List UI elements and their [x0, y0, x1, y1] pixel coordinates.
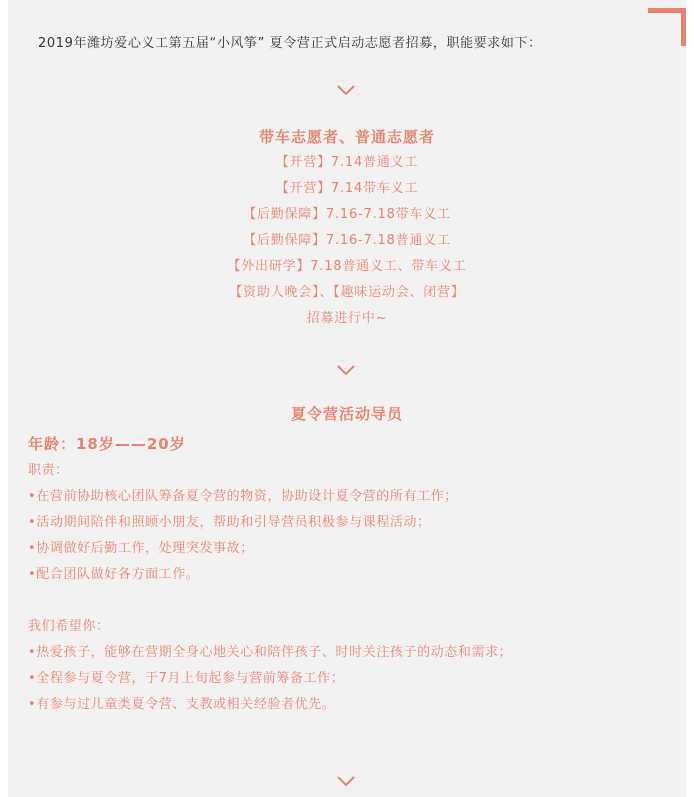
section-volunteers — [8, 124, 686, 332]
chevron-down-icon — [337, 364, 355, 376]
duty-item: •协调做好后勤工作，处理突发事故； — [28, 541, 254, 556]
hope-item: •全程参与夏令营，于7月上旬起参与营前筹备工作； — [28, 671, 345, 686]
schedule-line: 【开营】7.14带车义工 — [275, 181, 419, 196]
duty-item: •活动期间陪伴和照顾小朋友，帮助和引导营员积极参与课程活动； — [28, 515, 431, 530]
duty-item: •在营前协助核心团队筹备夏令营的物资，协助设计夏令营的所有工作； — [28, 489, 458, 504]
duty-label: 职责： — [28, 463, 69, 478]
hope-label: 我们希望你： — [28, 619, 110, 634]
section-guide — [28, 430, 668, 718]
chevron-down-icon — [337, 84, 355, 96]
hope-item: •有参与过儿童类夏令营、支教或相关经验者优先。 — [28, 697, 336, 712]
section-guide-heading-wrap — [8, 402, 686, 426]
section-heading: 夏令营活动导员 — [290, 405, 403, 423]
duty-item: •配合团队做好各方面工作。 — [28, 567, 200, 582]
corner-bracket-icon — [648, 8, 686, 46]
hope-item: •热爱孩子，能够在营期全身心地关心和陪伴孩子、时时关注孩子的动态和需求； — [28, 645, 513, 660]
schedule-line: 【开营】7.14普通义工 — [275, 155, 419, 170]
schedule-line: 【外出研学】7.18普通义工、带车义工 — [227, 259, 467, 274]
section-heading: 带车志愿者、普通志愿者 — [258, 128, 435, 146]
schedule-line: 【后勤保障】7.16-7.18普通义工 — [243, 233, 451, 248]
age-requirement: 年龄：18岁——20岁 — [28, 435, 186, 453]
schedule-line: 【后勤保障】7.16-7.18带车义工 — [243, 207, 451, 222]
recruiting-status: 招募进行中~ — [306, 311, 388, 326]
intro-text: 2019年潍坊爱心义工第五届“小风筝” 夏令营正式启动志愿者招募，职能要求如下： — [38, 36, 542, 51]
schedule-line: 【资助人晚会】、【趣味运动会、闭营】 — [229, 285, 465, 300]
spacer — [28, 588, 668, 614]
chevron-down-icon — [337, 775, 355, 787]
